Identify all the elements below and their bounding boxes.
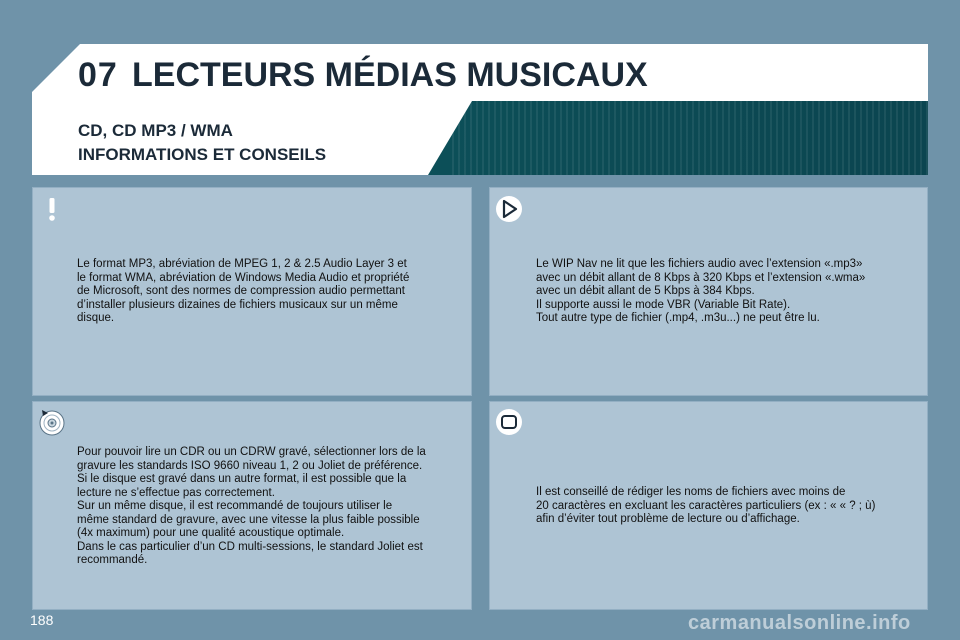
chapter-number: 07 <box>78 56 118 94</box>
exclamation-icon <box>37 194 67 224</box>
text-line: disque. <box>77 312 115 324</box>
text-line: Tout autre type de fichier (.mp4, .m3u...) ne peut être lu. <box>536 312 820 324</box>
info-panel-supported-formats <box>489 187 928 396</box>
info-panel-cd-burning <box>32 401 472 610</box>
text-line: Pour pouvoir lire un CDR ou un CDRW gravé, sélectionner lors de la <box>77 446 426 458</box>
text-line: gravure les standards ISO 9660 niveau 1, 2 ou Joliet de préférence. <box>77 459 423 472</box>
text-line: 20 caractères en excluant les caractères particuliers (ex : « « ? ; ù) <box>536 499 876 512</box>
text-line: d’installer plusieurs dizaines de fichiers musicaux sur un même <box>77 298 398 311</box>
text-line: de Microsoft, sont des normes de compression audio permettant <box>77 285 405 297</box>
text-line: recommandé. <box>77 554 148 566</box>
text-line: même standard de gravure, avec une vitesse la plus faible possible <box>77 513 420 526</box>
text-line: Dans le cas particulier d’un CD multi-sessions, le standard Joliet est <box>77 540 423 553</box>
info-panel-file-naming <box>489 401 928 610</box>
text-line: Il est conseillé de rédiger les noms de fichiers avec moins de <box>536 486 846 498</box>
text-line: avec un débit allant de 8 Kbps à 320 Kbps et l’extension «.wma» <box>536 271 866 284</box>
panel-text <box>77 258 409 326</box>
info-panel-mp3-wma <box>32 187 472 396</box>
decor-stripes <box>452 101 928 175</box>
subtitle-line-1: CD, CD MP3 / WMA <box>78 121 233 140</box>
subtitle-line-2: INFORMATIONS ET CONSEILS <box>78 145 327 164</box>
chapter-title: LECTEURS MÉDIAS MUSICAUX <box>132 56 648 94</box>
text-line: avec un débit allant de 5 Kbps à 384 Kbps. <box>536 285 755 297</box>
text-line: Sur un même disque, il est recommandé de toujours utiliser le <box>77 500 393 512</box>
text-line: afin d’éviter tout problème de lecture ou d’affichage. <box>536 513 800 525</box>
text-line: (4x maximum) pour une qualité acoustique optimale. <box>77 527 345 539</box>
rounded-square-icon <box>494 407 524 437</box>
cd-disc-icon <box>37 407 67 437</box>
panel-text <box>536 258 865 326</box>
page-number: 188 <box>30 612 54 628</box>
panel-text <box>77 446 426 568</box>
text-line: Si le disque est gravé dans un autre format, il est possible que la <box>77 473 407 485</box>
text-line: Le WIP Nav ne lit que les fichiers audio avec l’extension «.mp3» <box>536 258 863 270</box>
text-line: le format WMA, abréviation de Windows Media Audio et propriété <box>77 271 410 284</box>
text-line: Il supporte aussi le mode VBR (Variable Bit Rate). <box>536 298 791 311</box>
panel-text <box>536 486 875 527</box>
text-line: lecture ne s’effectue pas correctement. <box>77 486 275 499</box>
watermark: carmanualsonline.info <box>688 612 911 634</box>
text-line: Le format MP3, abréviation de MPEG 1, 2 & 2.5 Audio Layer 3 et <box>77 258 407 270</box>
play-triangle-icon <box>494 194 524 224</box>
